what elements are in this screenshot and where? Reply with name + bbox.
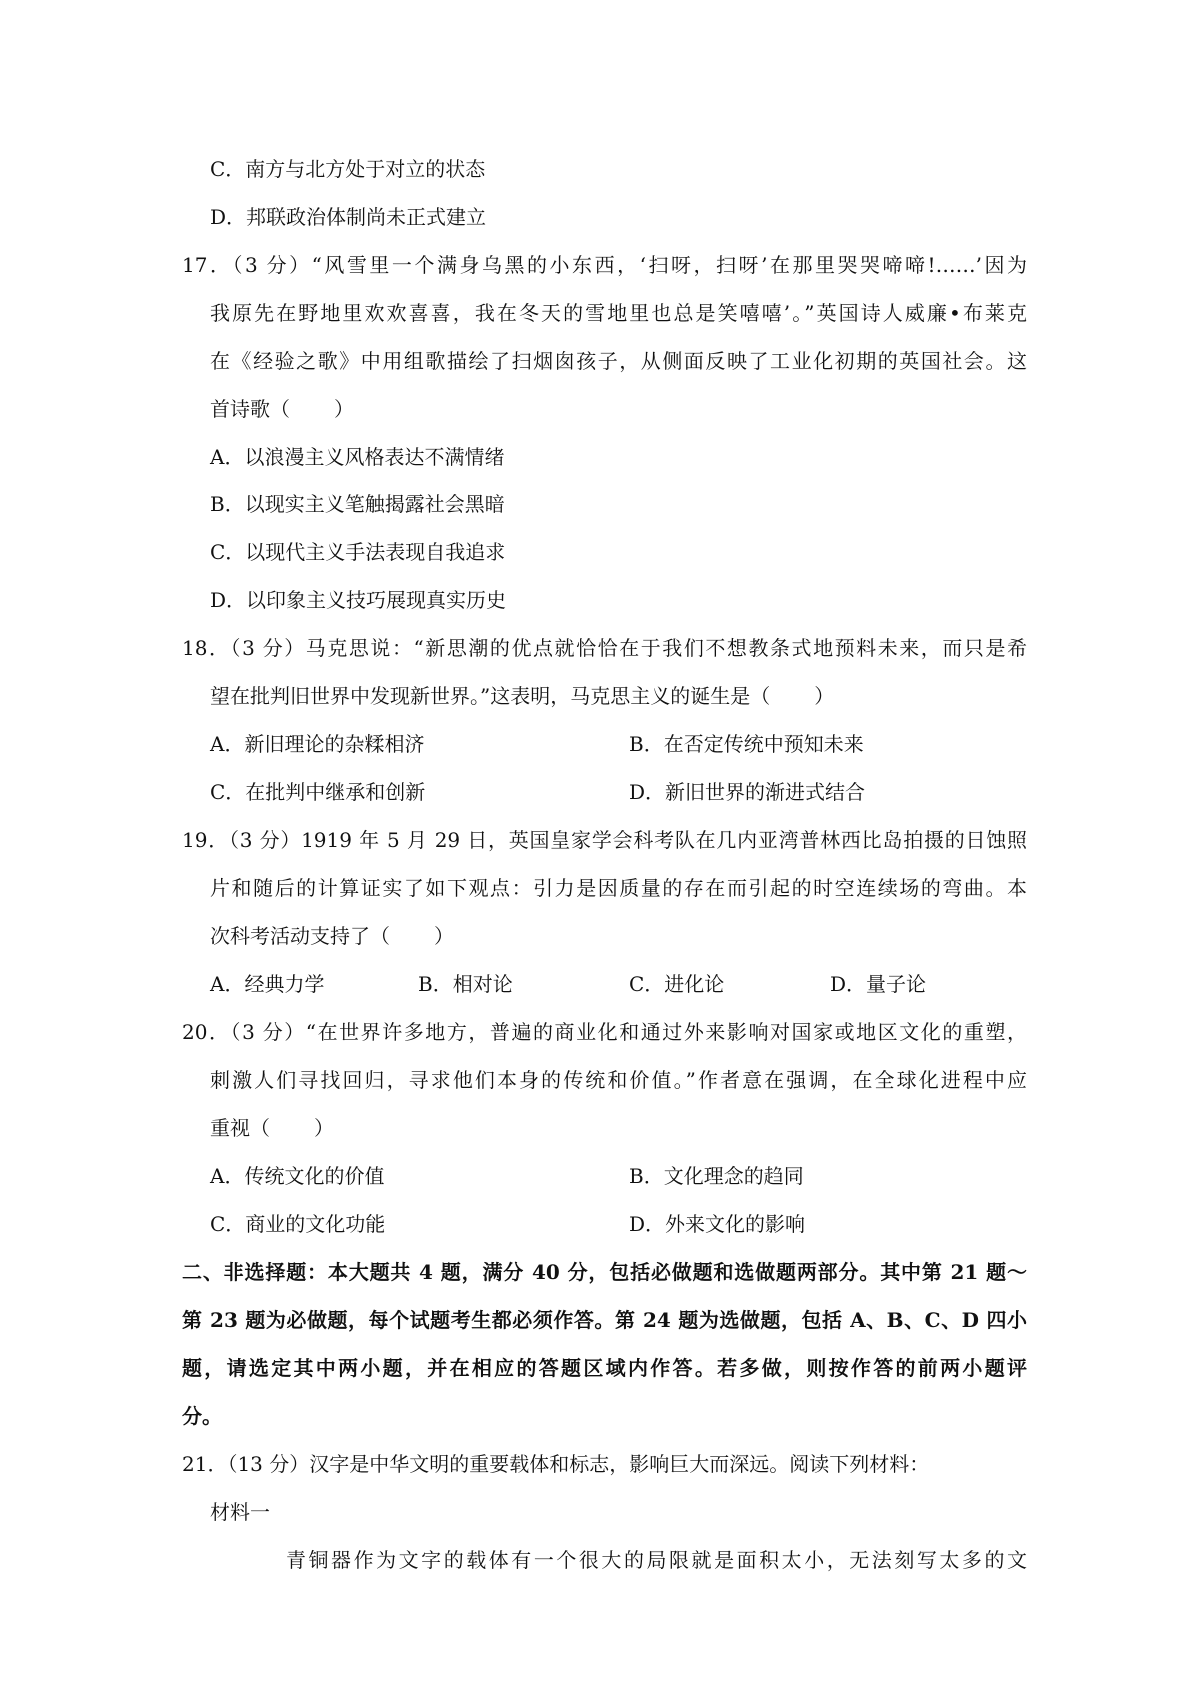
q19-stem-line1: 19．（3 分）1919 年 5 月 29 日，英国皇家学会科考队在几内亚湾普林西比岛拍摄的日蚀照 bbox=[182, 828, 1027, 852]
close-paren: ） bbox=[334, 397, 354, 421]
close-paren: ） bbox=[814, 684, 835, 708]
q18-stem-line2 bbox=[210, 682, 834, 710]
q19-option-a: A．经典力学 bbox=[210, 972, 325, 996]
q19-option-d: D．量子论 bbox=[830, 972, 927, 996]
q17-stem-line1: 17．（3 分）“风雪里一个满身乌黑的小东西，‘扫呀，扫呀’在那里哭哭啼啼!……’因为 bbox=[182, 253, 1027, 277]
close-paren: ） bbox=[434, 924, 454, 948]
q18-option-a: A．新旧理论的杂糅相济 bbox=[210, 732, 425, 756]
q17-stem-line4 bbox=[210, 395, 354, 423]
q18-option-c: C．在批判中继承和创新 bbox=[210, 780, 426, 804]
q20-option-d: D．外来文化的影响 bbox=[629, 1212, 806, 1236]
q20-option-b: B．文化理念的趋同 bbox=[629, 1164, 804, 1188]
q20-option-c: C．商业的文化功能 bbox=[210, 1212, 386, 1236]
q19-stem-line3 bbox=[210, 922, 454, 950]
q18-option-d: D．新旧世界的渐进式结合 bbox=[629, 780, 866, 804]
q19-stem-line3-text: 次科考活动支持了（ bbox=[210, 924, 390, 948]
q20-option-a: A．传统文化的价值 bbox=[210, 1164, 385, 1188]
q21-material-label: 材料一 bbox=[210, 1500, 270, 1524]
q18-option-b: B．在否定传统中预知未来 bbox=[629, 732, 864, 756]
section-2-heading-line2: 第 23 题为必做题，每个试题考生都必须作答。第 24 题为选做题，包括 A、B、C、D 四小 bbox=[182, 1308, 1027, 1332]
q21-material-text: 青铜器作为文字的载体有一个很大的局限就是面积太小，无法刻写太多的文 bbox=[286, 1548, 1027, 1572]
q20-stem-line1: 20．（3 分）“在世界许多地方，普遍的商业化和通过外来影响对国家或地区文化的重塑， bbox=[182, 1020, 1027, 1044]
q20-stem-line3-text: 重视（ bbox=[210, 1116, 270, 1140]
q17-option-c: C．以现代主义手法表现自我追求 bbox=[210, 540, 506, 564]
q17-option-b: B．以现实主义笔触揭露社会黑暗 bbox=[210, 492, 505, 516]
q21-stem: 21．（13 分）汉字是中华文明的重要载体和标志，影响巨大而深远。阅读下列材料： bbox=[182, 1452, 930, 1476]
q16-option-d: D．邦联政治体制尚未正式建立 bbox=[210, 205, 487, 229]
q19-option-c: C．进化论 bbox=[629, 972, 725, 996]
q17-stem-line3: 在《经验之歌》中用组歌描绘了扫烟囱孩子，从侧面反映了工业化初期的英国社会。这 bbox=[210, 349, 1027, 373]
q19-stem-line2: 片和随后的计算证实了如下观点：引力是因质量的存在而引起的时空连续场的弯曲。本 bbox=[210, 876, 1027, 900]
q17-option-a: A．以浪漫主义风格表达不满情绪 bbox=[210, 445, 505, 469]
q18-stem-line1: 18．（3 分）马克思说：“新思潮的优点就恰恰在于我们不想教条式地预料未来，而只是希 bbox=[182, 636, 1027, 660]
q19-option-b: B．相对论 bbox=[418, 972, 513, 996]
section-2-heading-line3: 题，请选定其中两小题，并在相应的答题区域内作答。若多做，则按作答的前两小题评 bbox=[182, 1356, 1027, 1380]
section-2-heading-line1: 二、非选择题：本大题共 4 题，满分 40 分，包括必做题和选做题两部分。其中第 21 题～ bbox=[182, 1260, 1027, 1284]
q18-stem-line2-text: 望在批判旧世界中发现新世界。”这表明，马克思主义的诞生是（ bbox=[210, 684, 771, 708]
q17-stem-line2: 我原先在野地里欢欢喜喜，我在冬天的雪地里也总是笑嘻嘻’。”英国诗人威廉•布莱克 bbox=[210, 301, 1027, 325]
q20-stem-line3 bbox=[210, 1114, 334, 1142]
q17-stem-line4-text: 首诗歌（ bbox=[210, 397, 290, 421]
q16-option-c: C．南方与北方处于对立的状态 bbox=[210, 157, 486, 181]
section-2-heading-line4: 分。 bbox=[182, 1404, 222, 1428]
q20-stem-line2: 刺激人们寻找回归，寻求他们本身的传统和价值。”作者意在强调，在全球化进程中应 bbox=[210, 1068, 1027, 1092]
q17-option-d: D．以印象主义技巧展现真实历史 bbox=[210, 588, 507, 612]
close-paren: ） bbox=[314, 1116, 334, 1140]
